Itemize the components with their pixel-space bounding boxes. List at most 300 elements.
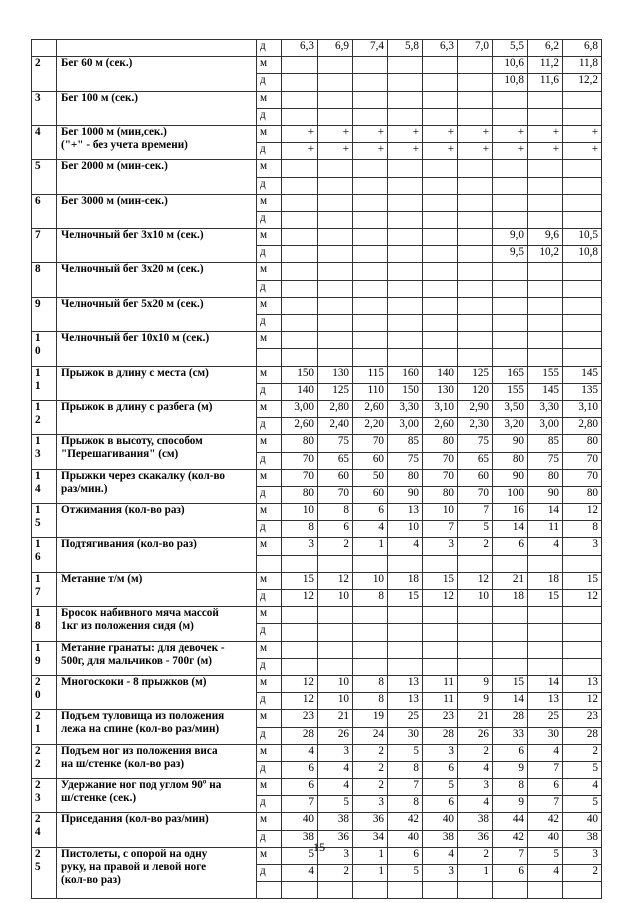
standards-table: [31, 39, 602, 899]
value-cell: 6: [423, 796, 458, 813]
value-cell: 80: [282, 486, 318, 503]
value-cell: [388, 211, 423, 228]
value-cell: [282, 280, 318, 297]
value-cell: [318, 74, 353, 91]
table-row: [32, 675, 602, 692]
value-cell: [282, 349, 318, 366]
value-cell: 14: [528, 675, 563, 692]
gender-cell: [257, 882, 282, 899]
gender-cell: м: [257, 710, 282, 727]
value-cell: [318, 349, 353, 366]
value-cell: [318, 263, 353, 280]
table-row: [32, 194, 602, 211]
exercise-number: 2 5: [32, 847, 57, 899]
value-cell: [353, 160, 388, 177]
value-cell: [388, 246, 423, 263]
value-cell: 3: [282, 538, 318, 555]
value-cell: +: [493, 143, 528, 160]
value-cell: [528, 194, 563, 211]
table-row: [32, 538, 602, 555]
exercise-name: Челночный бег 3х10 м (сек.): [57, 229, 257, 263]
value-cell: [388, 641, 423, 658]
value-cell: 1: [353, 538, 388, 555]
gender-cell: д: [257, 452, 282, 469]
value-cell: [423, 211, 458, 228]
value-cell: 7: [493, 847, 528, 864]
value-cell: 125: [318, 383, 353, 400]
gender-cell: д: [257, 74, 282, 91]
value-cell: 7,0: [458, 40, 493, 57]
gender-cell: д: [257, 658, 282, 675]
value-cell: 30: [528, 727, 563, 744]
value-cell: [458, 624, 493, 641]
value-cell: [563, 555, 602, 572]
value-cell: [493, 194, 528, 211]
table-row: [32, 297, 602, 314]
value-cell: [282, 194, 318, 211]
value-cell: 130: [423, 383, 458, 400]
exercise-number: 2 1: [32, 710, 57, 744]
value-cell: +: [563, 125, 602, 142]
exercise-number: 1 0: [32, 332, 57, 366]
value-cell: [458, 658, 493, 675]
value-cell: [458, 108, 493, 125]
value-cell: 2: [318, 538, 353, 555]
value-cell: 21: [458, 710, 493, 727]
value-cell: 50: [353, 469, 388, 486]
value-cell: 70: [423, 469, 458, 486]
value-cell: 13: [528, 693, 563, 710]
value-cell: [458, 641, 493, 658]
table-row: [32, 469, 602, 486]
value-cell: 110: [353, 383, 388, 400]
exercise-number: 2 2: [32, 744, 57, 778]
gender-cell: д: [257, 727, 282, 744]
exercise-number: 7: [32, 229, 57, 263]
value-cell: 15: [282, 572, 318, 589]
value-cell: 4: [388, 538, 423, 555]
value-cell: [318, 91, 353, 108]
value-cell: 150: [388, 383, 423, 400]
value-cell: [458, 607, 493, 624]
value-cell: 3,00: [282, 400, 318, 417]
exercise-number: 3: [32, 91, 57, 125]
value-cell: 6: [318, 521, 353, 538]
value-cell: [563, 641, 602, 658]
value-cell: 2,60: [423, 418, 458, 435]
value-cell: 5: [563, 761, 602, 778]
value-cell: [388, 332, 423, 349]
value-cell: [353, 263, 388, 280]
value-cell: [458, 74, 493, 91]
value-cell: 25: [388, 710, 423, 727]
value-cell: 9,6: [528, 229, 563, 246]
value-cell: [423, 624, 458, 641]
gender-cell: м: [257, 400, 282, 417]
value-cell: 7: [423, 521, 458, 538]
value-cell: [282, 555, 318, 572]
value-cell: 38: [458, 813, 493, 830]
value-cell: [388, 263, 423, 280]
exercise-number: 1 9: [32, 641, 57, 675]
value-cell: 13: [563, 675, 602, 692]
value-cell: [423, 641, 458, 658]
value-cell: 6: [282, 779, 318, 796]
value-cell: [493, 641, 528, 658]
exercise-number: 4: [32, 125, 57, 159]
value-cell: [282, 74, 318, 91]
value-cell: 12,2: [563, 74, 602, 91]
value-cell: 8: [353, 693, 388, 710]
exercise-number: 1 4: [32, 469, 57, 503]
value-cell: [282, 658, 318, 675]
value-cell: 2: [318, 865, 353, 882]
value-cell: 8: [563, 521, 602, 538]
value-cell: [458, 882, 493, 899]
exercise-name: Прыжок в длину с места (см): [57, 366, 257, 400]
gender-cell: м: [257, 435, 282, 452]
value-cell: [458, 297, 493, 314]
value-cell: 165: [493, 366, 528, 383]
value-cell: [493, 624, 528, 641]
value-cell: +: [318, 143, 353, 160]
value-cell: [563, 160, 602, 177]
gender-cell: м: [257, 504, 282, 521]
value-cell: [282, 229, 318, 246]
value-cell: [493, 297, 528, 314]
value-cell: [493, 160, 528, 177]
gender-cell: м: [257, 641, 282, 658]
value-cell: 10: [458, 590, 493, 607]
value-cell: 2,30: [458, 418, 493, 435]
value-cell: 4: [458, 761, 493, 778]
value-cell: [528, 607, 563, 624]
value-cell: [388, 315, 423, 332]
value-cell: [318, 177, 353, 194]
gender-cell: д: [257, 177, 282, 194]
table-row: [32, 40, 602, 57]
value-cell: 12: [282, 675, 318, 692]
value-cell: 5: [528, 847, 563, 864]
exercise-name: Бег 100 м (сек.): [57, 91, 257, 125]
value-cell: [423, 194, 458, 211]
gender-cell: м: [257, 847, 282, 864]
exercise-name: Подтягивания (кол-во раз): [57, 538, 257, 572]
value-cell: [282, 607, 318, 624]
value-cell: 6: [353, 504, 388, 521]
value-cell: [528, 177, 563, 194]
value-cell: 5: [318, 796, 353, 813]
value-cell: [528, 332, 563, 349]
value-cell: 10,8: [493, 74, 528, 91]
value-cell: [423, 332, 458, 349]
exercise-number: 1 1: [32, 366, 57, 400]
value-cell: 150: [282, 366, 318, 383]
value-cell: [318, 641, 353, 658]
value-cell: 12: [563, 504, 602, 521]
value-cell: [458, 91, 493, 108]
value-cell: 13: [388, 504, 423, 521]
value-cell: 12: [282, 590, 318, 607]
value-cell: 155: [528, 366, 563, 383]
exercise-number: 6: [32, 194, 57, 228]
value-cell: 13: [388, 693, 423, 710]
value-cell: [282, 641, 318, 658]
gender-cell: м: [257, 263, 282, 280]
value-cell: 42: [388, 813, 423, 830]
value-cell: 7: [528, 761, 563, 778]
value-cell: [353, 349, 388, 366]
value-cell: 80: [493, 452, 528, 469]
value-cell: +: [282, 143, 318, 160]
gender-cell: д: [257, 830, 282, 847]
value-cell: 38: [563, 830, 602, 847]
value-cell: [493, 211, 528, 228]
exercise-name: Прыжки через скакалку (кол-во раз/мин.): [57, 469, 257, 503]
value-cell: 38: [423, 830, 458, 847]
value-cell: 80: [282, 435, 318, 452]
value-cell: 80: [563, 435, 602, 452]
value-cell: 90: [388, 486, 423, 503]
value-cell: 2: [458, 847, 493, 864]
exercise-number: 8: [32, 263, 57, 297]
value-cell: [388, 177, 423, 194]
value-cell: 16: [493, 504, 528, 521]
value-cell: [282, 160, 318, 177]
value-cell: 2,40: [318, 418, 353, 435]
exercise-name: Бег 1000 м (мин,сек.) ("+" - без учета времени): [57, 125, 257, 159]
value-cell: 12: [458, 572, 493, 589]
value-cell: 80: [563, 486, 602, 503]
value-cell: [423, 315, 458, 332]
value-cell: 70: [563, 469, 602, 486]
table-row: [32, 779, 602, 796]
exercise-number: 2 3: [32, 779, 57, 813]
value-cell: [318, 229, 353, 246]
value-cell: [318, 211, 353, 228]
value-cell: [282, 332, 318, 349]
exercise-number: 5: [32, 160, 57, 194]
value-cell: [458, 263, 493, 280]
table-row: [32, 641, 602, 658]
value-cell: [353, 641, 388, 658]
value-cell: 4: [282, 744, 318, 761]
value-cell: [458, 194, 493, 211]
value-cell: [318, 624, 353, 641]
value-cell: [423, 280, 458, 297]
value-cell: 12: [563, 590, 602, 607]
value-cell: 15: [493, 675, 528, 692]
exercise-number: 1 3: [32, 435, 57, 469]
value-cell: 10: [318, 675, 353, 692]
value-cell: 19: [353, 710, 388, 727]
gender-cell: д: [257, 315, 282, 332]
table-row: [32, 435, 602, 452]
value-cell: [388, 624, 423, 641]
value-cell: 10: [423, 504, 458, 521]
exercise-name: Бег 3000 м (мин-сек.): [57, 194, 257, 228]
exercise-number: 1 6: [32, 538, 57, 572]
value-cell: [318, 882, 353, 899]
value-cell: [282, 882, 318, 899]
gender-cell: д: [257, 761, 282, 778]
value-cell: [458, 177, 493, 194]
value-cell: 2,60: [353, 400, 388, 417]
value-cell: [528, 641, 563, 658]
value-cell: 2: [353, 744, 388, 761]
value-cell: 140: [282, 383, 318, 400]
value-cell: [423, 160, 458, 177]
value-cell: [528, 91, 563, 108]
value-cell: 5,8: [388, 40, 423, 57]
value-cell: 3: [353, 796, 388, 813]
value-cell: 85: [528, 435, 563, 452]
value-cell: [528, 211, 563, 228]
value-cell: 6: [282, 761, 318, 778]
gender-cell: м: [257, 332, 282, 349]
value-cell: 5: [388, 865, 423, 882]
gender-cell: м: [257, 160, 282, 177]
value-cell: [528, 658, 563, 675]
value-cell: 75: [458, 435, 493, 452]
exercise-number: [32, 40, 57, 57]
value-cell: 4: [528, 744, 563, 761]
gender-cell: м: [257, 675, 282, 692]
gender-cell: м: [257, 607, 282, 624]
value-cell: 23: [563, 710, 602, 727]
value-cell: 3,10: [563, 400, 602, 417]
value-cell: 25: [528, 710, 563, 727]
exercise-name: Метание гранаты: для девочек - 500г, для мальчиков - 700г (м): [57, 641, 257, 675]
value-cell: 2: [353, 761, 388, 778]
value-cell: 11,2: [528, 57, 563, 74]
value-cell: 130: [318, 366, 353, 383]
value-cell: +: [318, 125, 353, 142]
value-cell: 36: [318, 830, 353, 847]
value-cell: 6,8: [563, 40, 602, 57]
value-cell: 3: [423, 744, 458, 761]
exercise-name: Подъем туловища из положения лежа на спине (кол-во раз/мин): [57, 710, 257, 744]
value-cell: 120: [458, 383, 493, 400]
value-cell: 70: [282, 469, 318, 486]
gender-cell: м: [257, 779, 282, 796]
value-cell: 6: [528, 779, 563, 796]
value-cell: 7: [388, 779, 423, 796]
value-cell: [388, 57, 423, 74]
value-cell: [318, 280, 353, 297]
value-cell: [528, 280, 563, 297]
value-cell: 4: [563, 779, 602, 796]
value-cell: 7: [528, 796, 563, 813]
gender-cell: д: [257, 693, 282, 710]
value-cell: [353, 177, 388, 194]
value-cell: [423, 108, 458, 125]
table-row: [32, 57, 602, 74]
gender-cell: м: [257, 572, 282, 589]
value-cell: +: [388, 125, 423, 142]
value-cell: 145: [563, 366, 602, 383]
value-cell: [493, 349, 528, 366]
exercise-name: Челночный бег 10х10 м (сек.): [57, 332, 257, 366]
value-cell: 9: [493, 796, 528, 813]
value-cell: [318, 160, 353, 177]
value-cell: [458, 229, 493, 246]
value-cell: [423, 229, 458, 246]
value-cell: [282, 315, 318, 332]
exercise-name: Бег 60 м (сек.): [57, 57, 257, 91]
gender-cell: д: [257, 590, 282, 607]
value-cell: [353, 194, 388, 211]
value-cell: 10: [318, 693, 353, 710]
gender-cell: д: [257, 624, 282, 641]
value-cell: 18: [493, 590, 528, 607]
value-cell: 8: [493, 779, 528, 796]
value-cell: 26: [318, 727, 353, 744]
value-cell: [458, 280, 493, 297]
value-cell: 6: [493, 744, 528, 761]
value-cell: 80: [423, 435, 458, 452]
value-cell: [282, 211, 318, 228]
value-cell: 75: [528, 452, 563, 469]
value-cell: [388, 658, 423, 675]
value-cell: [353, 57, 388, 74]
exercise-name: Бросок набивного мяча массой 1кг из положения сидя (м): [57, 607, 257, 641]
exercise-name: Метание т/м (м): [57, 572, 257, 606]
value-cell: [318, 194, 353, 211]
gender-cell: [257, 349, 282, 366]
value-cell: [353, 246, 388, 263]
exercise-name: Прыжок в длину с разбега (м): [57, 400, 257, 434]
value-cell: [493, 658, 528, 675]
value-cell: 40: [423, 813, 458, 830]
value-cell: 15: [388, 590, 423, 607]
value-cell: 3,20: [493, 418, 528, 435]
value-cell: [353, 229, 388, 246]
value-cell: [388, 194, 423, 211]
value-cell: +: [388, 143, 423, 160]
value-cell: [388, 229, 423, 246]
value-cell: 7: [458, 504, 493, 521]
table-row: [32, 607, 602, 624]
value-cell: 12: [318, 572, 353, 589]
value-cell: 8: [282, 521, 318, 538]
gender-cell: д: [257, 865, 282, 882]
gender-cell: м: [257, 57, 282, 74]
value-cell: [528, 297, 563, 314]
value-cell: 70: [353, 435, 388, 452]
value-cell: 3,10: [423, 400, 458, 417]
table-row: [32, 504, 602, 521]
value-cell: 70: [423, 452, 458, 469]
value-cell: 160: [388, 366, 423, 383]
value-cell: [353, 607, 388, 624]
gender-cell: д: [257, 383, 282, 400]
value-cell: 36: [458, 830, 493, 847]
value-cell: 2: [353, 779, 388, 796]
value-cell: [388, 349, 423, 366]
value-cell: [423, 297, 458, 314]
value-cell: [563, 607, 602, 624]
value-cell: [528, 108, 563, 125]
value-cell: 80: [528, 469, 563, 486]
value-cell: +: [353, 125, 388, 142]
gender-cell: д: [257, 521, 282, 538]
value-cell: 10: [388, 521, 423, 538]
exercise-name: Отжимания (кол-во раз): [57, 504, 257, 538]
value-cell: 3,30: [388, 400, 423, 417]
value-cell: [423, 607, 458, 624]
value-cell: 10,8: [563, 246, 602, 263]
